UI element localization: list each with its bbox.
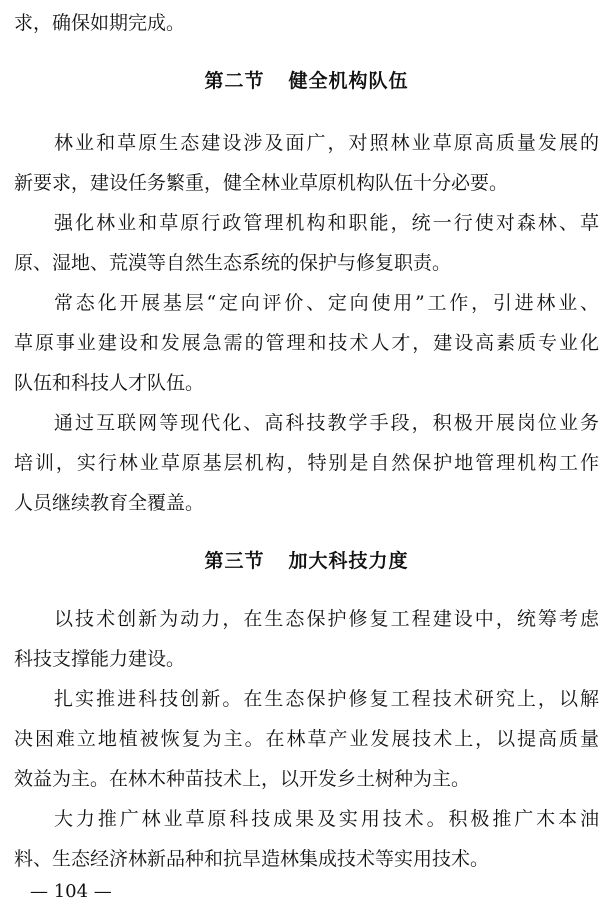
text-line: 强化林业和草原行政管理机构和职能，统一行使对森林、草 <box>54 212 599 234</box>
text-line: 料、生态经济林新品种和抗旱造林集成技术等实用技术。 <box>14 848 490 870</box>
text-line: 队伍和科技人才队伍。 <box>14 372 205 394</box>
text-line: 效益为主。在林木种苗技术上，以开发乡土树种为主。 <box>14 768 471 790</box>
text-line: 扎实推进科技创新。在生态保护修复工程技术研究上，以解 <box>54 688 599 710</box>
text-line: 通过互联网等现代化、高科技教学手段，积极开展岗位业务 <box>54 412 599 434</box>
page-number: — 104 — <box>30 881 112 902</box>
text-line: 草原事业建设和发展急需的管理和技术人才，建设高素质专业化 <box>14 332 599 354</box>
section-heading <box>0 546 613 576</box>
text-line: 新要求，建设任务繁重，健全林业草原机构队伍十分必要。 <box>14 172 509 194</box>
text-line: 以技术创新为动力，在生态保护修复工程建设中，统筹考虑 <box>54 608 599 630</box>
text-line: 常态化开展基层“定向评价、定向使用”工作，引进林业、 <box>54 292 599 314</box>
section-number: 第二节 <box>204 70 265 92</box>
section-title: 加大科技力度 <box>288 550 409 572</box>
section-title: 健全机构队伍 <box>288 70 409 92</box>
section-heading <box>0 66 613 96</box>
text-line: 原、湿地、荒漠等自然生态系统的保护与修复职责。 <box>14 252 452 274</box>
text-line: 求，确保如期完成。 <box>14 12 186 34</box>
text-line: 人员继续教育全覆盖。 <box>14 492 205 514</box>
text-line: 决困难立地植被恢复为主。在林草产业发展技术上，以提高质量 <box>14 728 599 750</box>
text-line: 大力推广林业草原科技成果及实用技术。积极推广木本油 <box>54 808 599 830</box>
section-number: 第三节 <box>204 550 265 572</box>
text-line: 科技支撑能力建设。 <box>14 648 186 670</box>
text-line: 培训，实行林业草原基层机构，特别是自然保护地管理机构工作 <box>14 452 599 474</box>
text-line: 林业和草原生态建设涉及面广，对照林业草原高质量发展的 <box>54 132 599 154</box>
